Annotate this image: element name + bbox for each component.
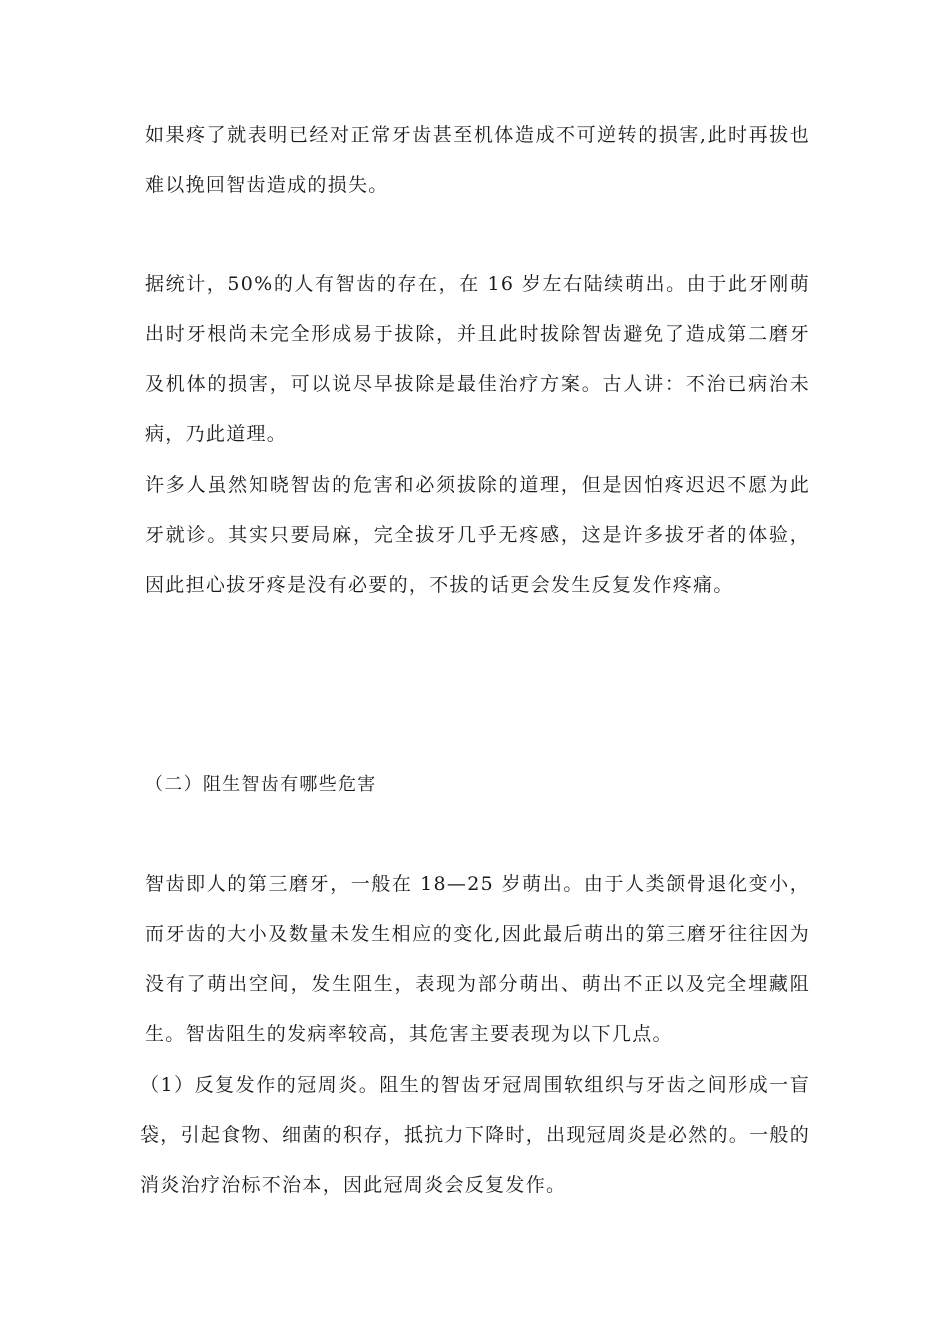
paragraph-fear-of-pain: 许多人虽然知晓智齿的危害和必须拔除的道理，但是因怕疼迟迟不愿为此牙就诊。其实只要局麻，完全拔牙几乎无疼感，这是许多拔牙者的体验，因此担心拔牙疼是没有必要的，不拔的话更会发生反复发作疼痛。 xyxy=(145,474,810,596)
paragraph-pain-damage: 如果疼了就表明已经对正常牙齿甚至机体造成不可逆转的损害,此时再拔也难以挽回智齿造成的损失。 xyxy=(145,124,810,196)
section-heading: （二）阻生智齿有哪些危害 xyxy=(145,774,377,795)
paragraph-third-molar: 智齿即人的第三磨牙，一般在 18—25 岁萌出。由于人类颌骨退化变小，而牙齿的大小及数量未发生相应的变化,因此最后萌出的第三磨牙往往因为没有了萌出空间，发生阻生，表现为部分萌出、萌出不正以及完全埋藏阻生。智齿阻生的发病率较高，其危害主要表现为以下几点。 xyxy=(145,873,810,1045)
paragraph-statistics: 据统计，50%的人有智齿的存在，在 16 岁左右陆续萌出。由于此牙刚萌出时牙根尚未完全形成易于拔除，并且此时拔除智齿避免了造成第二磨牙及机体的损害，可以说尽早拔除是最佳治疗方案。古人讲：不治已病治未病，乃此道理。 xyxy=(145,273,810,445)
paragraph-pericoronitis: （1）反复发作的冠周炎。阻生的智齿牙冠周围软组织与牙齿之间形成一盲袋，引起食物、细菌的积存，抵抗力下降时，出现冠周炎是必然的。一般的消炎治疗治标不治本，因此冠周炎会反复发作。 xyxy=(140,1074,810,1196)
